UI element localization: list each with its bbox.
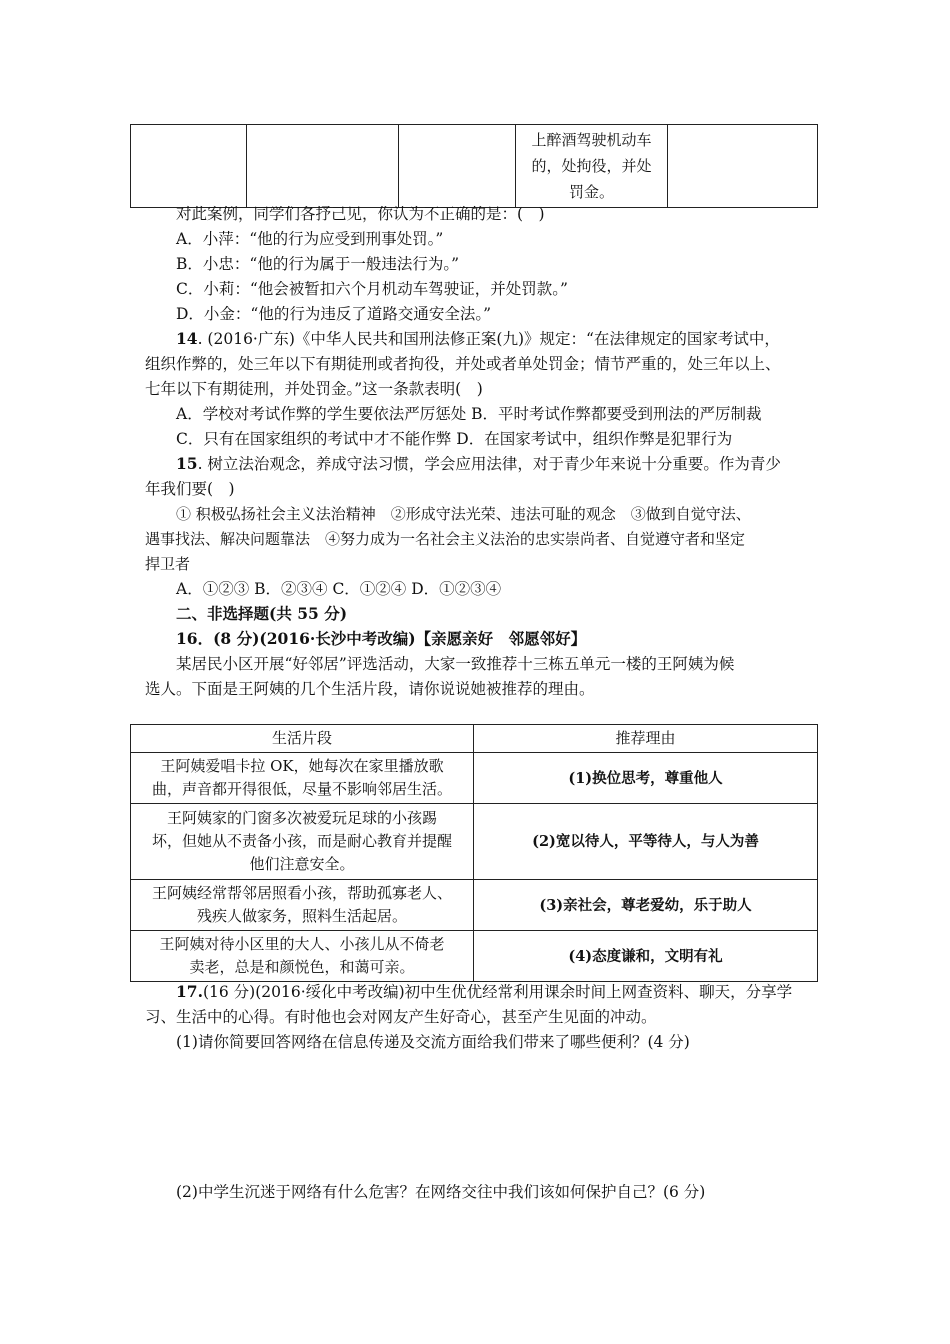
- top-table-cell-line: 罚金。: [568, 183, 614, 201]
- q16-table-fragment: 王阿姨对待小区里的大人、小孩儿从不倚老 卖老，总是和颜悦色，和蔼可亲。: [131, 931, 474, 982]
- q14-options-cd: C．只有在国家组织的考试中才不能作弊 D．在国家考试中，组织作弊是犯罪行为: [176, 430, 733, 448]
- top-table: [130, 124, 818, 208]
- q15-statement-2: 遇事找法、解决问题靠法 ④努力成为一名社会主义法治的忠实崇尚者、自觉遵守者和坚定: [145, 530, 746, 548]
- q17-sub-1: (1)请你简要回答网络在信息传递及交流方面给我们带来了哪些便利？(4 分): [176, 1033, 690, 1051]
- q15-number: 15: [176, 454, 198, 473]
- q16-line-2: 选人。下面是王阿姨的几个生活片段，请你说说她被推荐的理由。: [145, 680, 595, 698]
- q17-text: (16 分)(2016·绥化中考改编)初中生优优经常利用课余时间上网查资料、聊天，分享学: [202, 983, 793, 1001]
- q14-options-ab: A．学校对考试作弊的学生要依法严厉惩处 B．平时考试作弊都要受到刑法的严厉制裁: [176, 405, 762, 423]
- q17-line-2: 习、生活中的心得。有时他也会对网友产生好奇心，甚至产生见面的冲动。: [145, 1008, 657, 1026]
- q17-sub-2: (2)中学生沉迷于网络有什么危害？在网络交往中我们该如何保护自己？(6 分): [176, 1183, 706, 1201]
- q13-option-b: B．小忠：“他的行为属于一般违法行为。”: [176, 255, 459, 273]
- q17-line-1: [176, 980, 792, 1004]
- q16-table-fragment: 王阿姨家的门窗多次被爱玩足球的小孩踢 坏，但她从不责备小孩，而是耐心教育并提醒 他们注意安全。: [131, 804, 474, 880]
- q15-text: . 树立法治观念，养成守法习惯，学会应用法律，对于青少年来说十分重要。作为青少: [197, 455, 781, 473]
- q13-option-c: C．小莉：“他会被暂扣六个月机动车驾驶证，并处罚款。”: [176, 280, 568, 298]
- q13-option-d: D．小金：“他的行为违反了道路交通安全法。”: [176, 305, 492, 323]
- q16-table-reason: (1)换位思考，尊重他人: [474, 753, 818, 804]
- q16-line-1: 某居民小区开展“好邻居”评选活动，大家一致推荐十三栋五单元一楼的王阿姨为候: [176, 655, 735, 673]
- q16-table-fragment: 王阿姨爱唱卡拉 OK，她每次在家里播放歌 曲，声音都开得很低，尽量不影响邻居生活。: [131, 753, 474, 804]
- section-2-title: 二、非选择题(共 55 分): [176, 604, 348, 623]
- top-table-cell-empty: [668, 125, 818, 208]
- q15-options: A．①②③ B．②③④ C．①②④ D．①②③④: [176, 580, 502, 598]
- top-table-cell-empty: [247, 125, 399, 208]
- q14-line-2: 组织作弊的，处三年以下有期徒刑或者拘役，并处或者单处罚金；情节严重的，处三年以上、: [145, 355, 781, 373]
- q14-line-1: [176, 327, 780, 351]
- q16-table-fragment: 王阿姨经常帮邻居照看小孩，帮助孤寡老人、 残疾人做家务，照料生活起居。: [131, 880, 474, 931]
- q14-line-3: 七年以下有期徒刑，并处罚金。”这一条款表明( ): [145, 380, 483, 398]
- q16-header: 16．(8 分)(2016·长沙中考改编)【亲愿亲好 邻愿邻好】: [176, 629, 587, 648]
- q16-table-header-reason: 推荐理由: [474, 725, 818, 753]
- q15-statement-1: ① 积极弘扬社会主义法治精神 ②形成守法光荣、违法可耻的观念 ③做到自觉守法、: [176, 505, 751, 523]
- q16-table-reason: (4)态度谦和，文明有礼: [474, 931, 818, 982]
- q16-table: [130, 724, 818, 982]
- q16-table-reason: (2)宽以待人，平等待人，与人为善: [474, 804, 818, 880]
- q15-statement-3: 捍卫者: [145, 555, 191, 573]
- top-table-cell-empty: [131, 125, 247, 208]
- top-table-cell-penalty: [516, 125, 668, 208]
- q14-text: . (2016·广东)《中华人民共和国刑法修正案(九)》规定：“在法律规定的国家考试中，: [197, 330, 780, 348]
- q14-number: 14: [176, 329, 198, 348]
- q15-line-1: [176, 452, 781, 476]
- top-table-cell-empty: [399, 125, 516, 208]
- q17-number: 17.: [176, 982, 203, 1001]
- q16-table-reason: (3)亲社会，尊老爱幼，乐于助人: [474, 880, 818, 931]
- top-table-cell-line: 上醉酒驾驶机动车: [531, 131, 652, 149]
- q13-stem: 对此案例，同学们各抒己见，你认为不正确的是：( ): [176, 205, 545, 223]
- q13-option-a: A．小萍：“他的行为应受到刑事处罚。”: [176, 230, 444, 248]
- q15-line-2: 年我们要( ): [145, 480, 235, 498]
- q16-table-header-fragment: 生活片段: [131, 725, 474, 753]
- top-table-cell-line: 的，处拘役，并处: [531, 157, 652, 175]
